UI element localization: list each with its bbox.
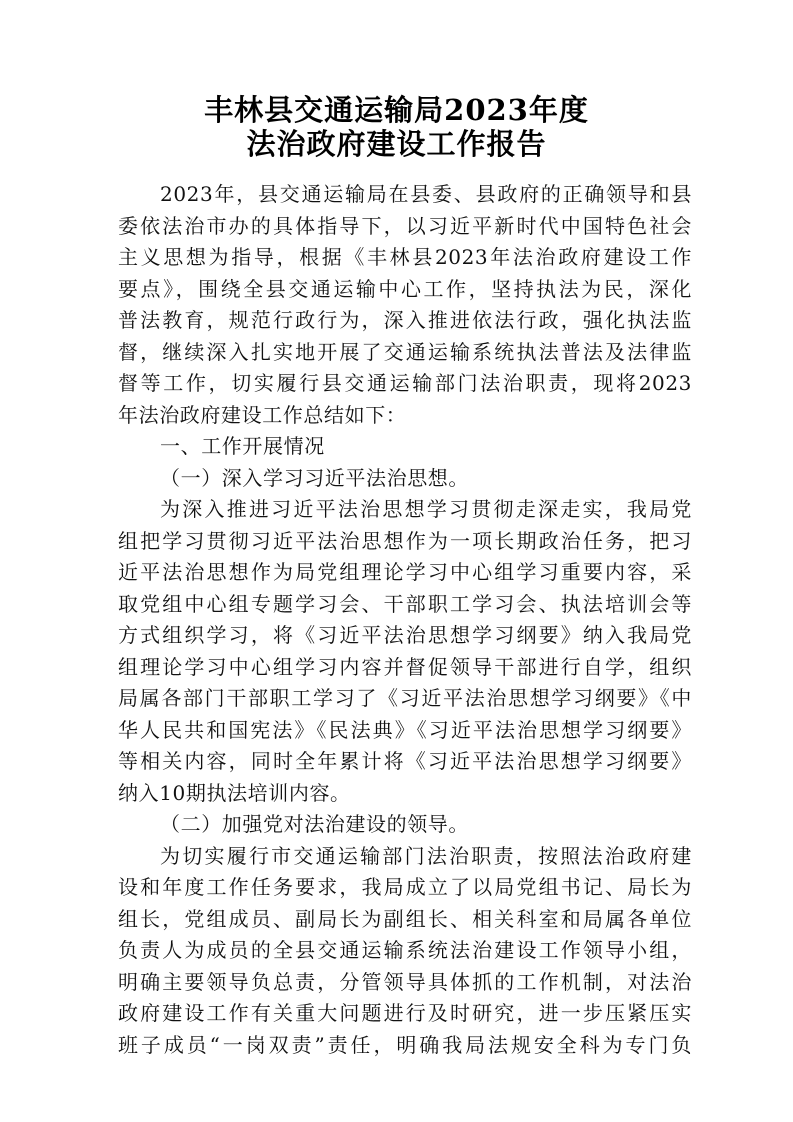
paragraph-line: 等相关内容，同时全年累计将《习近平法治思想学习纲要》 [118, 749, 692, 773]
document-title-line-2: 法治政府建设工作报告 [246, 127, 547, 161]
paragraph-line: 组把学习贯彻习近平法治思想作为一项长期政治任务，把习 [118, 528, 692, 553]
document-body [118, 179, 692, 1061]
paragraph-line: 督，继续深入扎实地开展了交通运输系统执法普法及法律监 [118, 339, 692, 364]
subsection-heading: （二）加强党对法治建设的领导。 [160, 812, 469, 836]
paragraph-line: 局属各部门干部职工学习了《习近平法治思想学习纲要》《中 [118, 686, 692, 710]
paragraph-line: 设和年度工作任务要求，我局成立了以局党组书记、局长为 [118, 875, 692, 899]
paragraph-line: 取党组中心组专题学习会、干部职工学习会、执法培训会等 [118, 591, 692, 616]
paragraph-line: 组理论学习中心组学习内容并督促领导干部进行自学，组织 [118, 654, 692, 679]
section-heading: 一、工作开展情况 [160, 434, 325, 458]
paragraph-line: 要点》，围绕全县交通运输中心工作，坚持执法为民，深化 [118, 276, 692, 301]
paragraph-line: 方式组织学习，将《习近平法治思想学习纲要》纳入我局党 [118, 623, 692, 647]
paragraph-line: 普法教育，规范行政行为，深入推进依法行政，强化执法监 [118, 308, 692, 332]
paragraph-line: 负责人为成员的全县交通运输系统法治建设工作领导小组， [118, 938, 692, 962]
paragraph-line: 年法治政府建设工作总结如下： [118, 402, 407, 427]
paragraph-line: 委依法治市办的具体指导下，以习近平新时代中国特色社会 [118, 213, 692, 238]
paragraph-line: 近平法治思想作为局党组理论学习中心组学习重要内容，采 [118, 560, 692, 584]
document-title-line-1: 丰林县交通运输局2023年度 [204, 93, 589, 127]
paragraph-line: 主义思想为指导，根据《丰林县2023年法治政府建设工作 [118, 245, 692, 269]
paragraph-line: 为深入推进习近平法治思想学习贯彻走深走实，我局党 [160, 497, 692, 521]
paragraph-line: 政府建设工作有关重大问题进行及时研究，进一步压紧压实 [118, 1001, 692, 1025]
paragraph-line: 2023年，县交通运输局在县委、县政府的正确领导和县 [160, 182, 692, 206]
paragraph-line: 组长，党组成员、副局长为副组长、相关科室和局属各单位 [118, 906, 692, 931]
paragraph-line: 班子成员“一岗双责”责任，明确我局法规安全科为专门负 [118, 1032, 692, 1057]
paragraph-line: 华人民共和国宪法》《民法典》《习近平法治思想学习纲要》 [118, 717, 692, 742]
subsection-heading: （一）深入学习习近平法治思想。 [160, 465, 469, 490]
paragraph-line: 督等工作，切实履行县交通运输部门法治职责，现将2023 [118, 371, 692, 395]
paragraph-line: 明确主要领导负总责，分管领导具体抓的工作机制，对法治 [118, 969, 692, 994]
paragraph-line: 为切实履行市交通运输部门法治职责，按照法治政府建 [160, 843, 692, 868]
paragraph-line: 纳入10期执法培训内容。 [118, 780, 351, 805]
